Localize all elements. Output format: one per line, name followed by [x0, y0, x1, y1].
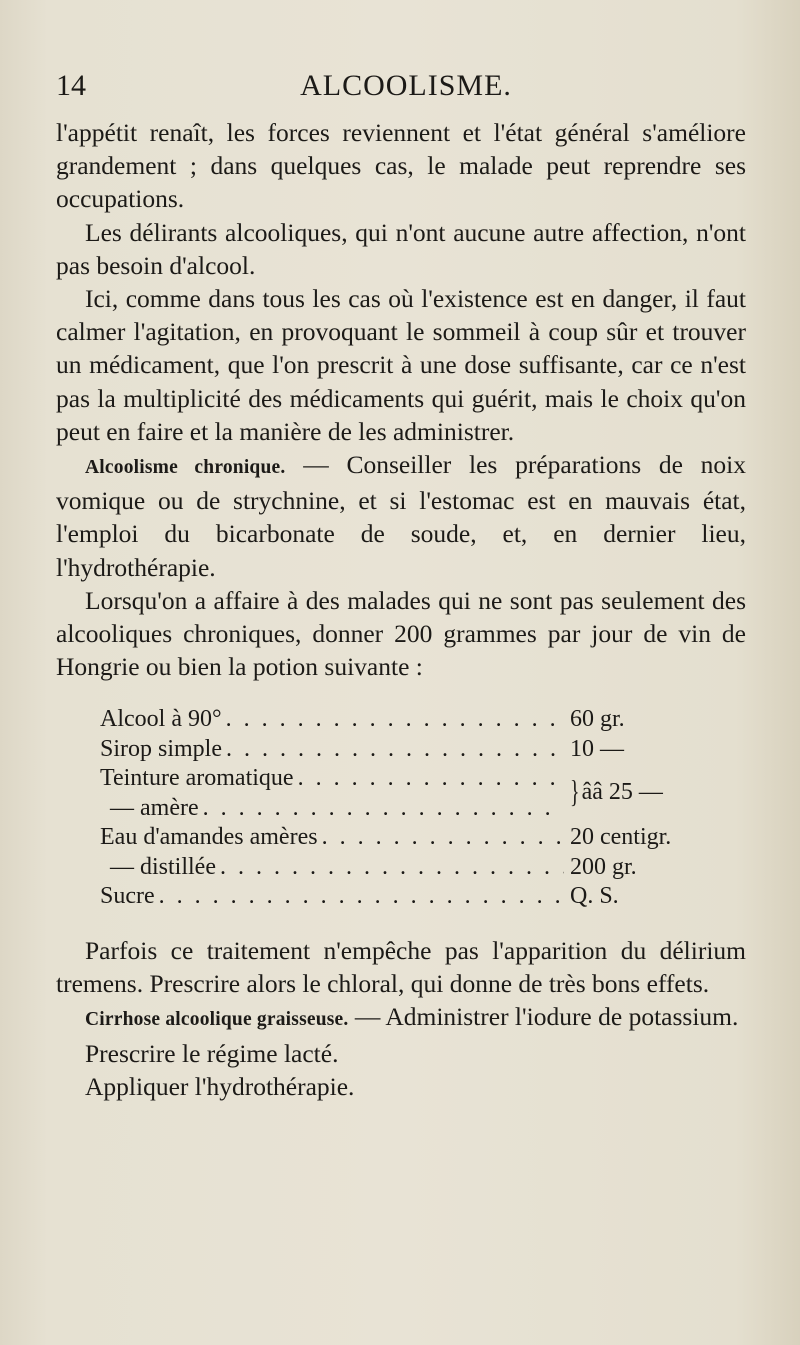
recipe-row	[100, 823, 710, 853]
dot-leader	[226, 735, 564, 765]
dot-leader	[159, 882, 564, 912]
recipe-row	[100, 705, 710, 735]
page-header	[56, 66, 756, 106]
paragraph-8: Prescrire le régime lacté.	[85, 1038, 339, 1068]
recipe-quantity: 10 —	[570, 735, 624, 762]
paragraph-5: Lorsqu'on a affaire à des malades qui ne sont pas seulement des alcooliques chroniques, donner 200 grammes par jour de vin de Hongrie ou bien la potion suivante :	[56, 585, 746, 682]
paragraph-2: Les délirants alcooliques, qui n'ont aucune autre affection, n'ont pas besoin d'alcool.	[56, 217, 746, 280]
recipe-ingredient: Sucre	[100, 883, 155, 910]
section-text-fatty-cirrhosis: — Administrer l'iodure de potassium.	[348, 1002, 739, 1032]
recipe-row	[100, 882, 710, 912]
dot-leader	[203, 794, 564, 824]
body-text	[56, 116, 746, 1103]
dot-leader	[220, 853, 564, 883]
recipe-ingredient: — amère	[110, 794, 199, 821]
prescription-recipe	[100, 705, 710, 912]
recipe-quantity: Q. S.	[570, 883, 619, 910]
recipe-ingredient: Alcool à 90°	[100, 706, 222, 733]
page-number: 14	[56, 69, 86, 102]
recipe-ingredient: Sirop simple	[100, 735, 223, 762]
recipe-ingredient: — distillée	[110, 853, 216, 880]
paragraph-3: Ici, comme dans tous les cas où l'existence est en danger, il faut calmer l'agitation, en provoquant le sommeil à coup sûr et trouver un médicament, que l'on prescrit à une dose suffisante, car ce n'est pas la multiplicité des médicaments qui guérit, mais le choix qu'on peut en faire et la manière de les administrer.	[56, 284, 746, 446]
recipe-ingredient: Eau d'amandes amères	[100, 824, 318, 851]
section-text-chronic-alcoholism: — Conseiller les préparations de noix vomique ou de strychnine, et si l'estomac est en mauvais état, l'emploi du bicarbonate de soude, et, en dernier lieu, l'hydrothérapie.	[56, 450, 747, 582]
recipe-bracket-group	[100, 764, 710, 823]
recipe-quantity: 200 gr.	[570, 853, 637, 880]
dot-leader	[226, 705, 564, 735]
dot-leader	[322, 823, 564, 853]
paragraph-chronic-alcoholism	[56, 448, 746, 584]
recipe-quantity: 60 gr.	[570, 706, 625, 733]
recipe-row	[100, 853, 710, 883]
dot-leader	[298, 764, 564, 794]
paragraph-6: Parfois ce traitement n'empêche pas l'apparition du délirium tremens. Prescrire alors le chloral, qui donne de très bons effets.	[56, 935, 746, 999]
paragraph-1: l'appétit renaît, les forces reviennent et l'état général s'améliore grandement ; dans quelques cas, le malade peut reprendre ses occupations.	[56, 118, 746, 214]
paragraph-9: Appliquer l'hydrothérapie.	[85, 1071, 355, 1101]
recipe-row	[100, 735, 710, 765]
running-title: ALCOOLISME.	[300, 69, 512, 102]
brace-icon: }	[570, 775, 580, 811]
paragraph-fatty-cirrhosis	[56, 1000, 746, 1036]
recipe-ingredient: Teinture aromatique	[100, 765, 294, 792]
recipe-quantity: 20 centigr.	[570, 824, 672, 851]
section-heading-fatty-cirrhosis: Cirrhose alcoolique graisseuse.	[85, 1009, 349, 1031]
section-heading-chronic-alcoholism: Alcoolisme chronique.	[85, 457, 286, 479]
recipe-group-quantity: }ââ 25 —	[570, 778, 663, 809]
